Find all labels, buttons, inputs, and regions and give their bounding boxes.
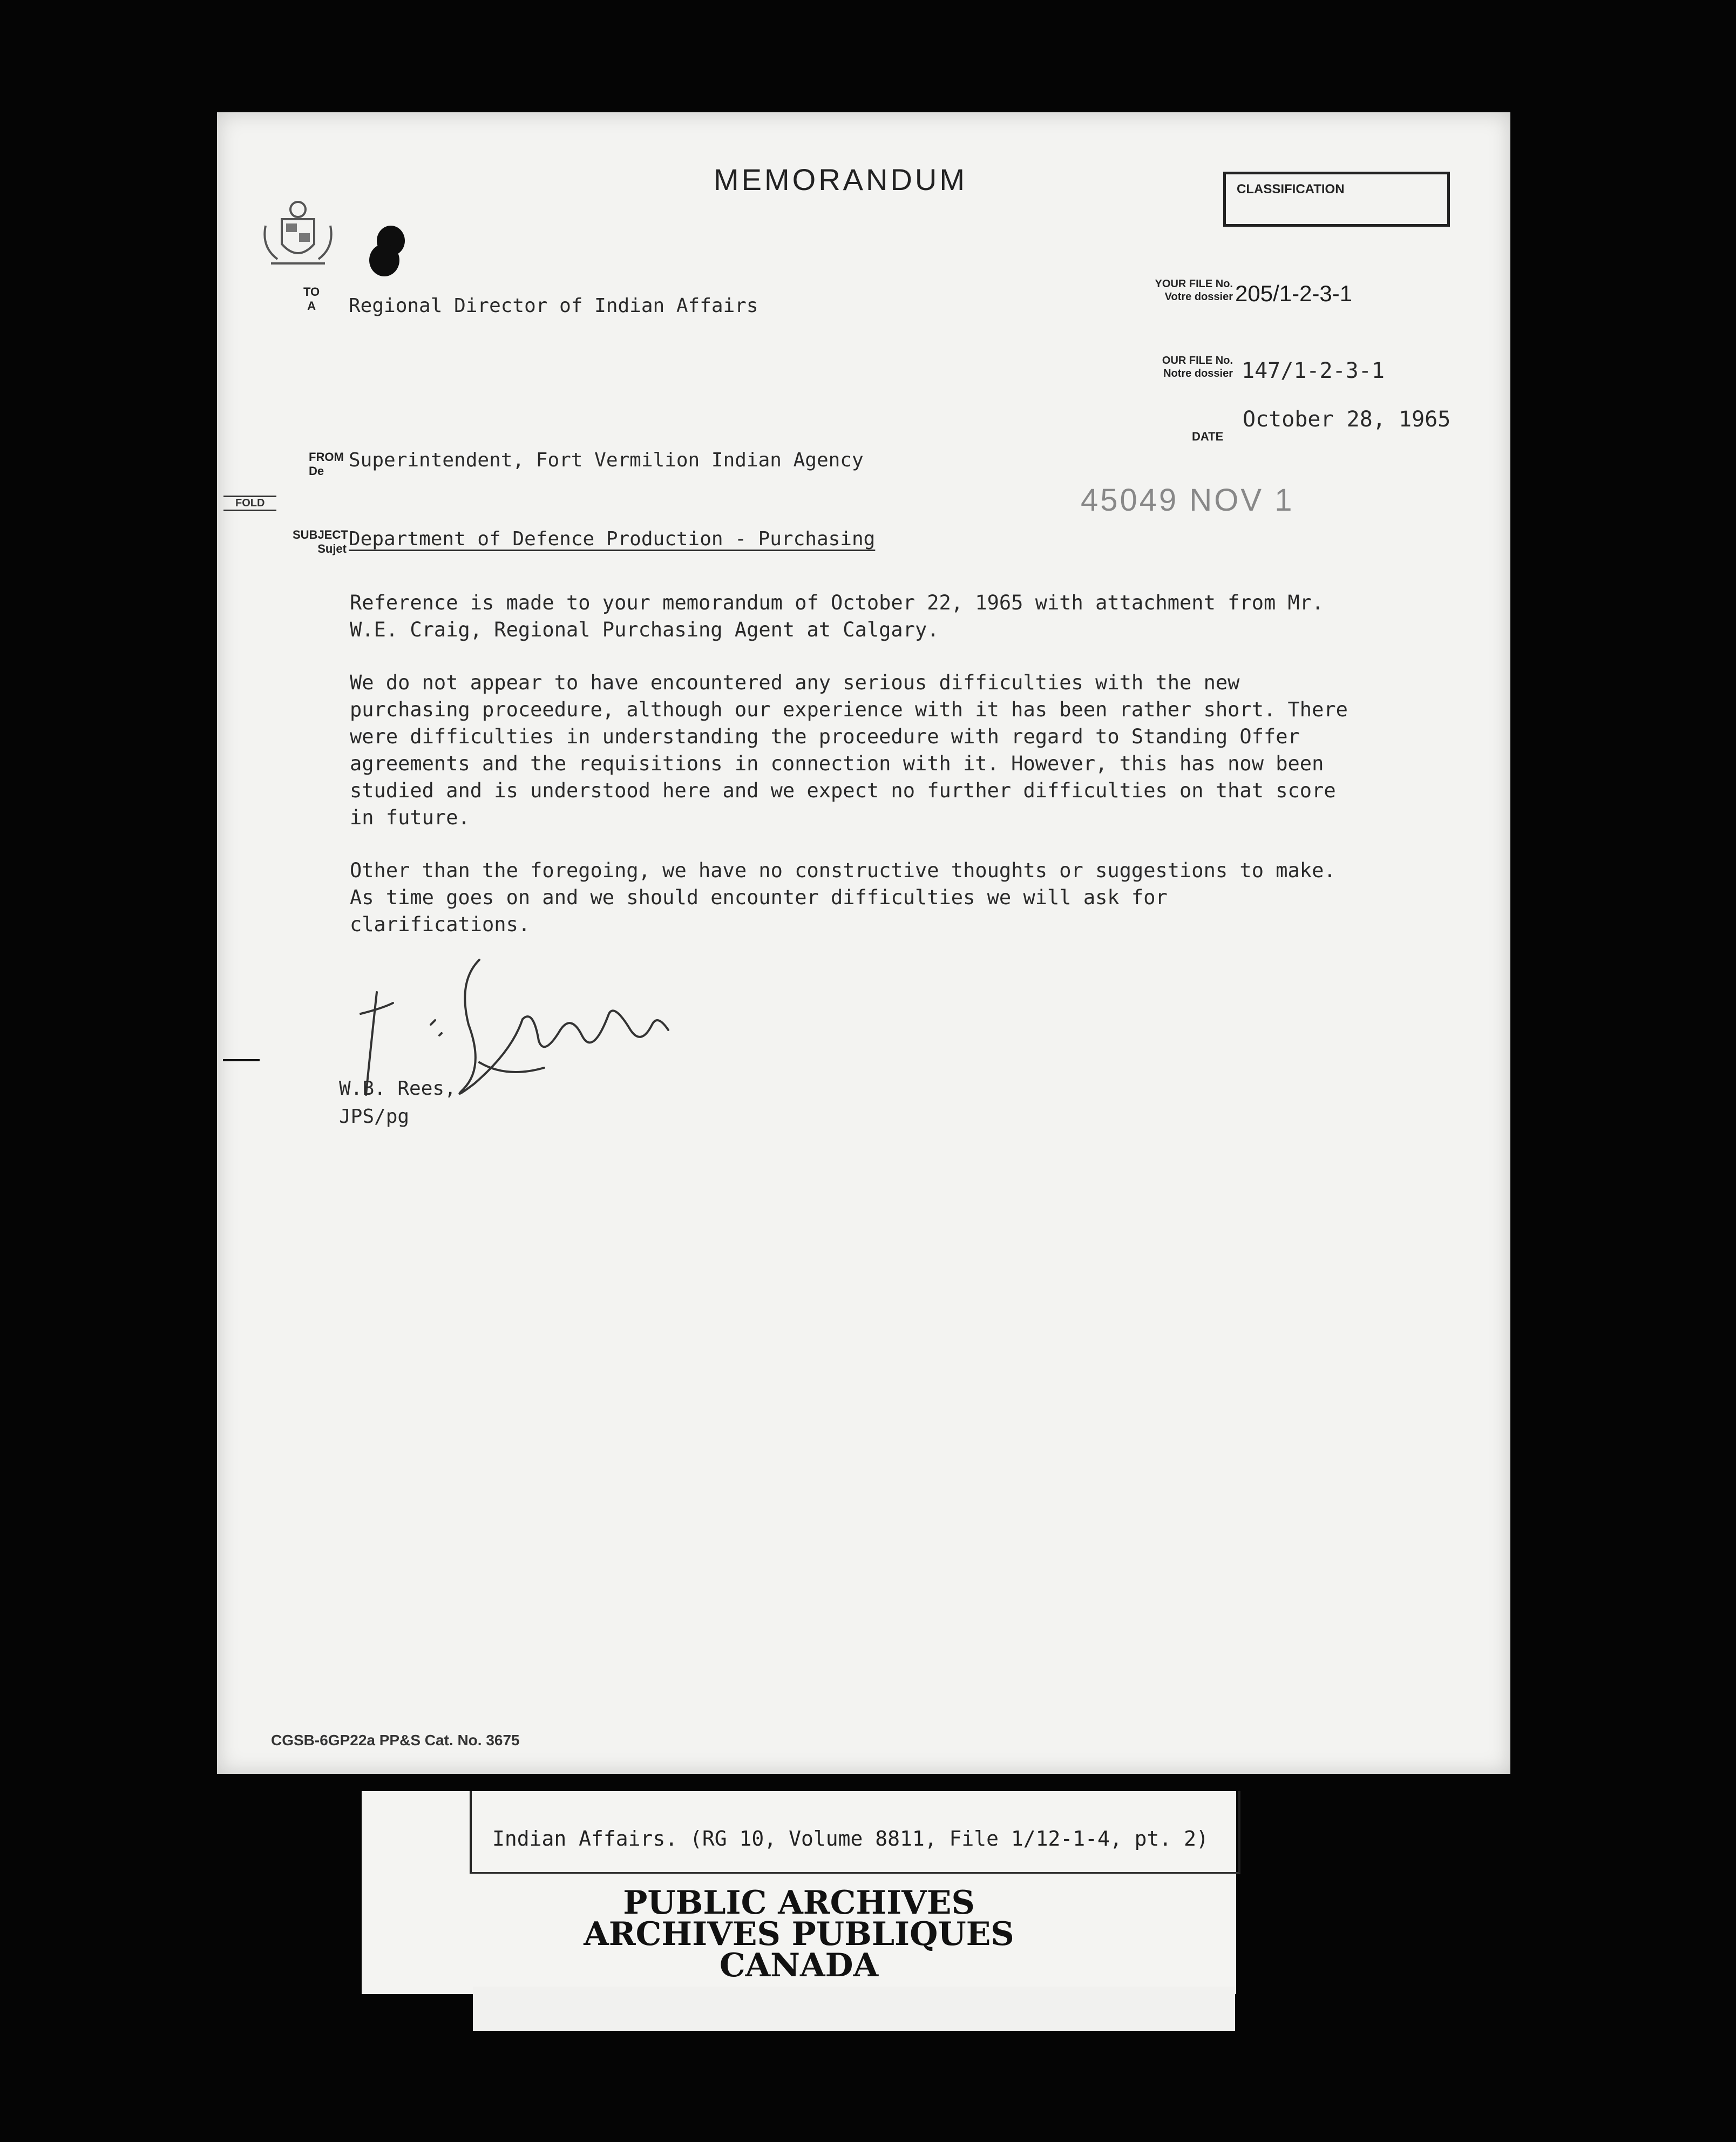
signer-name: W.B. Rees, <box>339 1077 456 1100</box>
to-label <box>303 285 320 313</box>
classification-label: CLASSIFICATION <box>1237 182 1345 196</box>
to-label-en: TO <box>303 285 320 299</box>
body-paragraph-3: Other than the foregoing, we have no constructive thoughts or suggestions to make. As time goes on and we should encounter difficulties we will ask for clarifications. <box>350 859 1336 936</box>
archive-stamp <box>362 1884 1236 1984</box>
classification-box <box>1223 172 1450 227</box>
received-stamp: 45049 NOV 1 <box>1081 483 1294 518</box>
subject-field: Department of Defence Production - Purchasing <box>349 528 876 550</box>
date-label: DATE <box>1192 430 1224 443</box>
date-field: October 28, 1965 <box>1243 407 1451 432</box>
archive-reference: Indian Affairs. (RG 10, Volume 8811, File 1/12-1-4, pt. 2) <box>492 1827 1209 1850</box>
archive-label-base <box>473 1987 1235 2031</box>
typist-initials: JPS/pg <box>339 1106 410 1128</box>
coat-of-arms-icon <box>255 193 341 274</box>
memo-body <box>350 589 1348 964</box>
ink-blot-icon <box>368 225 409 279</box>
fold-marker: FOLD <box>223 496 276 511</box>
your-file-number: 205/1-2-3-1 <box>1235 281 1353 306</box>
body-paragraph-2: We do not appear to have encountered any serious difficulties with the new purchasing proceedure, although our experience with it has been rather short. There were difficulties in understanding the proceedure with regard to Standing Offer agreements and the requisitions in connection with it. However, this has now been studied and is understood here and we expect no further difficulties on that score in future. <box>350 671 1348 829</box>
archive-line-2: ARCHIVES PUBLIQUES <box>584 1915 1014 1953</box>
memo-page <box>217 112 1510 1774</box>
our-file-label-fr: Notre dossier <box>1163 368 1233 379</box>
form-number: CGSB-6GP22a PP&S Cat. No. 3675 <box>271 1732 520 1748</box>
archive-line-3: CANADA <box>719 1947 879 1984</box>
subject-label-fr: Sujet <box>317 542 347 555</box>
memo-title: MEMORANDUM <box>714 162 967 196</box>
archive-reference-box <box>470 1791 1240 1874</box>
subject-label-en: SUBJECT <box>293 528 348 541</box>
from-field: Superintendent, Fort Vermilion Indian Agency <box>349 449 864 471</box>
from-label-en: FROM <box>309 450 344 464</box>
to-field: Regional Director of Indian Affairs <box>349 295 758 317</box>
your-file-label-en: YOUR FILE No. <box>1155 278 1233 290</box>
our-file-label-en: OUR FILE No. <box>1162 355 1233 367</box>
body-paragraph-1: Reference is made to your memorandum of October 22, 1965 with attachment from Mr. W.E. Craig, Regional Purchasing Agent at Calgary. <box>350 591 1324 641</box>
our-file-number: 147/1-2-3-1 <box>1242 358 1385 383</box>
from-label-fr: De <box>309 464 324 478</box>
margin-tick <box>223 1059 260 1061</box>
your-file-label <box>1091 277 1233 303</box>
to-label-fr: A <box>307 299 316 313</box>
archive-label <box>362 1791 1236 1994</box>
from-label <box>309 450 344 478</box>
archive-line-1: PUBLIC ARCHIVES <box>623 1884 975 1922</box>
subject-label <box>293 528 347 556</box>
your-file-label-fr: Votre dossier <box>1164 291 1233 303</box>
our-file-label <box>1091 354 1233 380</box>
